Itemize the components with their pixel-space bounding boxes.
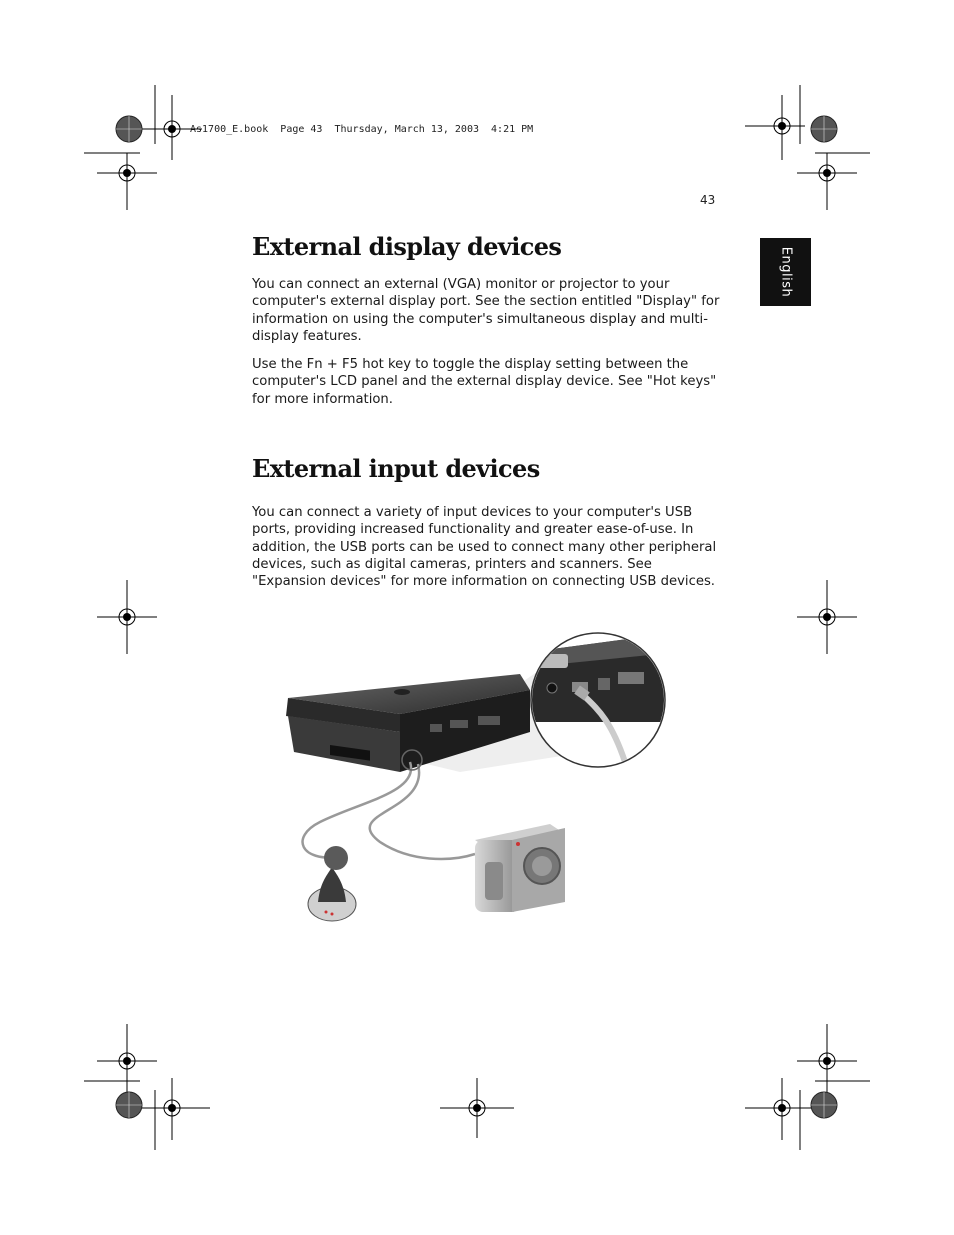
display-paragraph-1: You can connect an external (VGA) monitor or projector to your computer's external display port. See the section entitled "Display" for information on using the computer's simultaneous display and multi-display features.: [252, 277, 720, 344]
print-slug: As1700_E.book Page 43 Thursday, March 13, 2003 4:21 PM: [190, 124, 534, 135]
section-heading-display: External display devices: [252, 232, 562, 261]
display-paragraph-2: Use the Fn + F5 hot key to toggle the display setting between the computer's LCD panel and the external display device. See "Hot keys" for more information.: [252, 357, 717, 407]
section-heading-input: External input devices: [252, 454, 540, 483]
page-number: 43: [700, 193, 716, 207]
input-paragraph-1: You can connect a variety of input devices to your computer's USB ports, providing increased functionality and greater ease-of-use. In addition, the USB ports can be used to connect many other peripheral devices, such as digital cameras, printers and scanners. See "Expansion devices" for more information on connecting USB devices.: [252, 505, 717, 590]
language-tab-label: English: [778, 246, 793, 298]
